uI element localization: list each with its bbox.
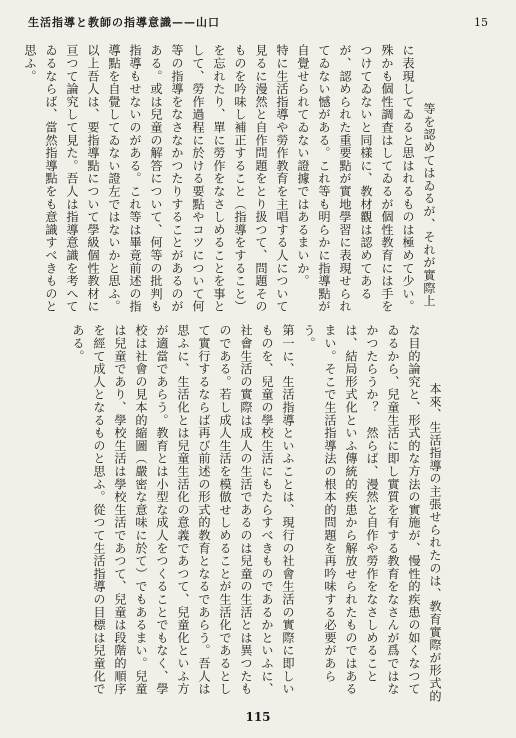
upper-body-text: 等を認めてはゐるが、それが實際上に表現してゐると思はれるものは極めて少い。殊かも個性調査はしてゐるが個性教育には手をつけてゐないと同樣に、教材觀は認めてあるが、認められた重要點が實地學習に表現せられてゐない憾がある。これ等も明らかに指導點が自覺せられてゐない證據ではあるまいか。 特に生活指導や勞作教育を主唱する人について見るに漫然と自作問題をとり扱つて、問題そのものを吟味し補正すること（指導をすること）を忘れたり、單に勞作をなさしめることを事として、勞作過程に於ける要點やコツについて何等の指導をなさなかつたりすることがあるのがある。或は兒童の解答について、何等の批判も指導もせないのがある。これ等は畢竟前述の指導點を自覺してゐない證左ではないかと思ふ。 以上吾人は、要指導點について學級個性教材に亘つて論究して見た。吾人は指導意識を考へてゐるならば、當然指導點をも意識すべきものと思ふ。 [23, 44, 436, 313]
lower-text-block [28, 324, 466, 706]
page-marker: 15 [474, 15, 488, 29]
upper-text-block [23, 44, 460, 314]
running-header [28, 14, 488, 30]
page-number: 115 [245, 710, 271, 724]
running-title: 生活指導と教師の指導意識——山口 [28, 16, 220, 29]
lower-body-text: 本來、生活指導の主張せられたのは、教育實際が形式的な目的論究と、形式的な方法の實施が、慢性的疾患の如くなつてゐるから、兒童生活に即し實質を有する教育をなさんが爲ではなかつたらうか？ 然らば、漫然と自作や勞作をなさしめることは、結局形式化といふ傳統的疾患から解放せられたものではあるまい。そこで生活指導法の根本的問題を再吟味する必要があらう。 第一に、生活指導といふことは、現行の社會生活の實際に即しいものを、兒童の學校生活にもたらすべきものであるかといふに、社會生活の實際は成人の生活であるのは兒童の生活とは異つたものである。若し成人生活を模倣せしめることが生活化であるとして實行するならば再び前述の形式的教育となるであらう。吾人は思ふに、生活化とは兒童生活化の意義であつて、兒童化といふ方が適當であらう。教育とは小型な成人をつくることでもなく、學校は社會の見本的縮圖（嚴密な意味に於て）でもあるまい。兒童は兒童であり、學校生活は學校生活であつて、兒童は段階的順序を經て成人となるものと思ふ。從つて生活指導の目標は兒童化である。 [71, 324, 442, 703]
